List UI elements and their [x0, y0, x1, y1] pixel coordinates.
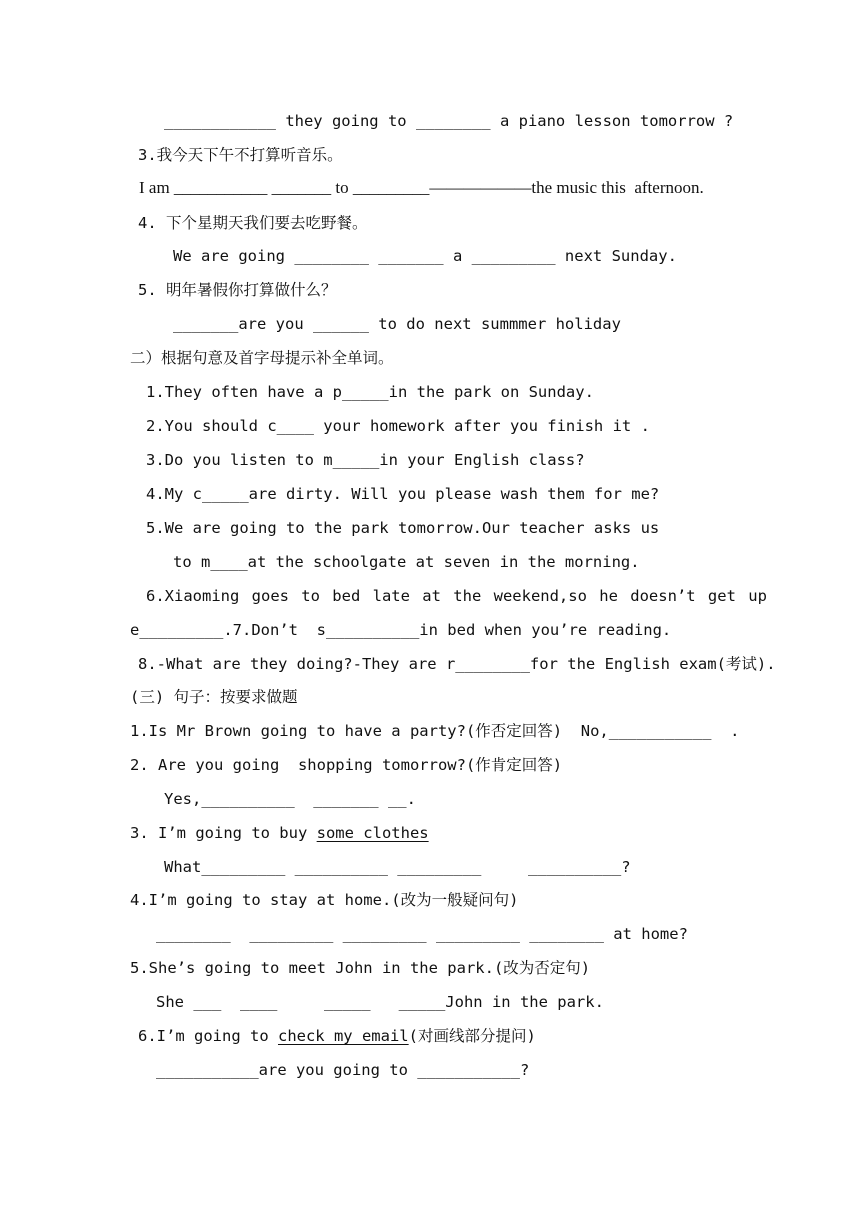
fill-item-6-7: e_________.7.Don’t s__________in bed when you’re reading. [130, 621, 672, 639]
sentence-item-6-suffix: (对画线部分提问) [408, 1027, 536, 1045]
sentence-item-4: 4.I’m going to stay at home.(改为一般疑问句) [130, 891, 519, 909]
sentence-item-5-answer: She ___ ____ _____ _____John in the park. [156, 993, 604, 1011]
sentence-item-2: 2. Are you going shopping tomorrow?(作肯定回答) [130, 756, 563, 774]
section-3-heading: (三) 句子：按要求做题 [130, 688, 298, 706]
line-q4-chinese: 4. 下个星期天我们要去吃野餐。 [138, 214, 368, 232]
sentence-item-3-underlined: some clothes [316, 824, 429, 842]
fill-item-3: 3.Do you listen to m_____in your English class? [146, 451, 585, 469]
sentence-item-2-answer: Yes,__________ _______ __. [164, 790, 416, 808]
fill-item-5: 5.We are going to the park tomorrow.Our teacher asks us [146, 519, 660, 537]
sentence-item-6 [138, 1026, 536, 1046]
fill-item-2: 2.You should c____ your homework after you finish it . [146, 417, 650, 435]
fill-item-4: 4.My c_____are dirty. Will you please wash them for me? [146, 485, 660, 503]
fill-item-5-cont: to m____at the schoolgate at seven in the morning. [173, 553, 640, 571]
sentence-item-3-prefix: 3. I’m going to buy [130, 824, 317, 842]
sentence-item-6-underlined: check my email [277, 1027, 409, 1045]
line-q2-answer: ____________ they going to ________ a piano lesson tomorrow ? [164, 112, 734, 130]
sentence-item-5: 5.She’s going to meet John in the park.(改为否定句) [130, 959, 591, 977]
fill-item-8: 8.-What are they doing?-They are r________for the English exam(考试). [138, 655, 776, 673]
line-q5-chinese: 5. 明年暑假你打算做什么？ [138, 281, 337, 299]
fill-item-1: 1.They often have a p_____in the park on Sunday. [146, 383, 594, 401]
line-q4-answer: We are going ________ _______ a _________ next Sunday. [173, 247, 677, 265]
fill-item-6: 6.Xiaoming goes to bed late at the weekend,so he doesn’t get up [146, 587, 767, 605]
sentence-item-6-prefix: 6.I’m going to [138, 1027, 278, 1045]
line-q3-answer: I am ___________ _______ to _________――――――the music this afternoon. [139, 178, 704, 197]
sentence-item-3 [130, 823, 429, 843]
section-2-heading: 二）根据句意及首字母提示补全单词。 [130, 349, 394, 367]
sentence-item-6-answer: ___________are you going to ___________? [156, 1061, 530, 1079]
sentence-item-4-answer: ________ _________ _________ _________ ________ at home? [156, 925, 688, 943]
line-q5-answer: _______are you ______ to do next summmer holiday [173, 315, 621, 333]
line-q3-chinese: 3.我今天下午不打算听音乐。 [138, 146, 343, 164]
sentence-item-3-answer: What_________ __________ _________ __________? [164, 858, 631, 876]
sentence-item-1: 1.Is Mr Brown going to have a party?(作否定回答) No,___________ . [130, 722, 740, 740]
